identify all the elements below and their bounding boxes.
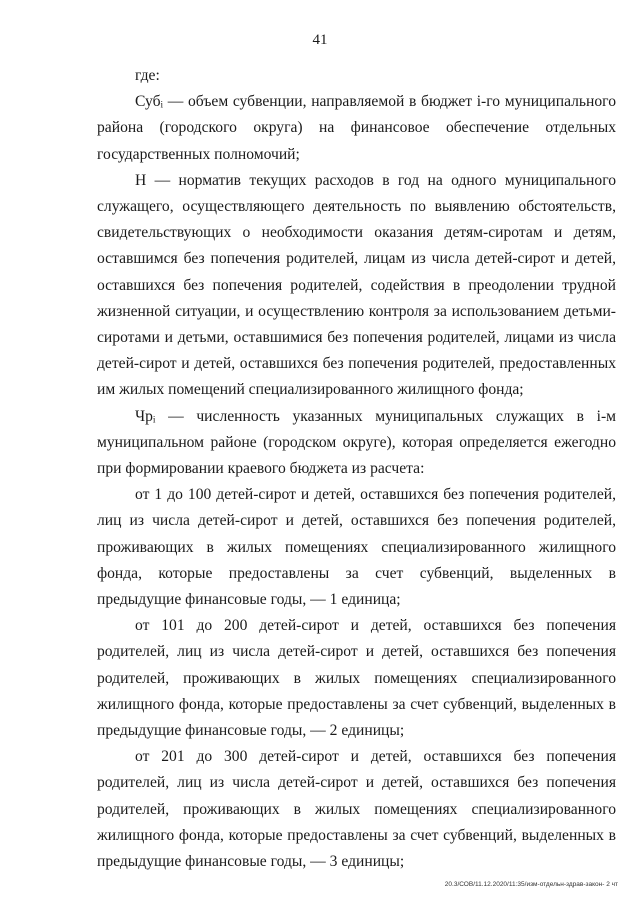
paragraph-range-201-300: от 201 до 300 детей-сирот и детей, оставшихся без попечения родителей, лиц из числа детей-сирот и детей, оставшихся без попечения родителей, проживающих в жилых помещениях специализированного жилищного фонда, которые предоставлены за счет субвенций, выделенных в предыдущие финансовые годы, — 3 единицы;	[97, 748, 616, 871]
document-footer-code: 20.3/СОВ/11.12.2020/11:35/изм-отдельн-здрав-закон- 2 чт	[444, 881, 618, 888]
paragraph-norm-definition: Н — норматив текущих расходов в год на одного муниципального служащего, осуществляющего деятельность по выявлению обстоятельств, свидетельствующих о необходимости оказания детям-сиротам и детям, оставшимся без попечения родителей, лицам из числа детей-сирот и детей, оставшихся без попечения родителей, содействия в преодолении трудной жизненной ситуации, и осуществлению контроля за использованием детьми-сиротами и детьми, оставшимися без попечения родителей, лицами из числа детей-сирот и детей, оставшихся без попечения родителей, предоставленных им жилых помещений специализированного жилищного фонда;	[97, 171, 616, 399]
paragraph-range-101-200: от 101 до 200 детей-сирот и детей, оставшихся без попечения родителей, лиц из числа детей-сирот и детей, оставшихся без попечения родителей, проживающих в жилых помещениях специализированного жилищного фонда, которые предоставлены за счет субвенций, выделенных в предыдущие финансовые годы, — 2 единицы;	[97, 617, 616, 740]
document-body	[97, 63, 616, 875]
paragraph-where: где:	[135, 67, 160, 84]
page-number: 41	[312, 32, 328, 48]
paragraph-headcount-definition: Чрᵢ — численность указанных муниципальных служащих в i-м муниципальном районе (городском округе), которая определяется ежегодно при формировании краевого бюджета из расчета:	[97, 407, 616, 478]
paragraph-subvention-definition: Субᵢ — объем субвенции, направляемой в бюджет i-го муниципального района (городского округа) на финансовое обеспечение отдельных государственных полномочий;	[97, 93, 616, 163]
paragraph-range-1-100: от 1 до 100 детей-сирот и детей, оставшихся без попечения родителей, лиц из числа детей-сирот и детей, оставшихся без попечения родителей, проживающих в жилых помещениях специализированного жилищного фонда, которые предоставлены за счет субвенций, выделенных в предыдущие финансовые годы, — 1 единица;	[97, 486, 616, 609]
